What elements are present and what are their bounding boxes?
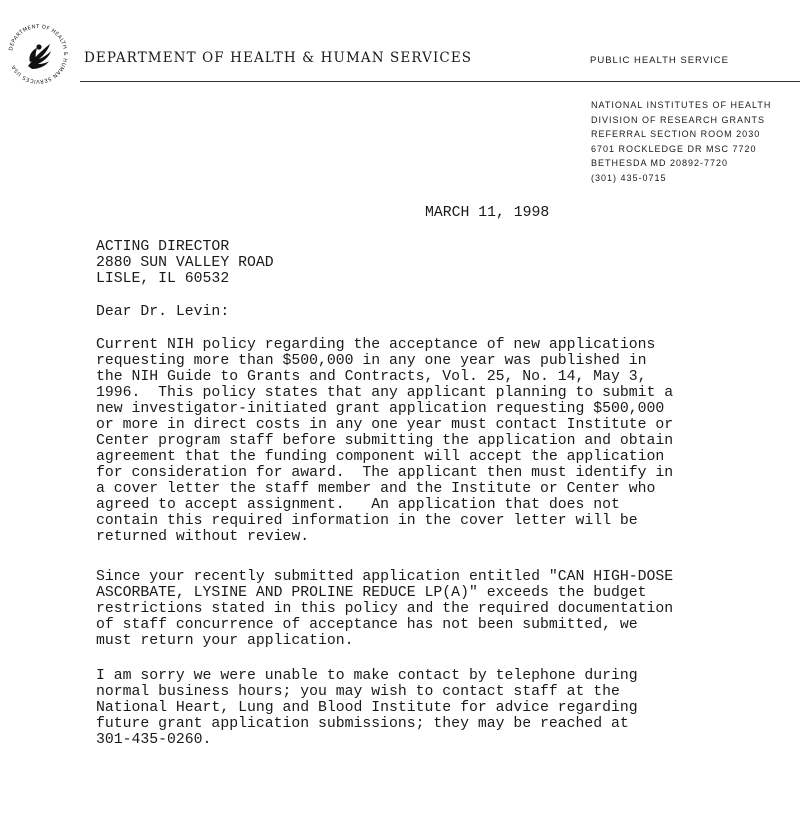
body-paragraph-3 bbox=[96, 668, 638, 748]
paragraph-line: agreed to accept assignment. An application that does not bbox=[96, 497, 620, 513]
department-name: DEPARTMENT OF HEALTH & HUMAN SERVICES bbox=[84, 50, 473, 66]
paragraph-line: Center program staff before submitting the application and obtain bbox=[96, 433, 674, 449]
paragraph-line: for consideration for award. The applicant then must identify in bbox=[96, 465, 674, 481]
svg-text:DEPARTMENT OF HEALTH & HUMAN S: DEPARTMENT OF HEALTH & HUMAN SERVICES USA bbox=[8, 23, 69, 85]
salutation: Dear Dr. Levin: bbox=[96, 304, 230, 320]
address-line: DIVISION OF RESEARCH GRANTS bbox=[591, 114, 766, 125]
body-paragraph-1 bbox=[96, 337, 673, 545]
paragraph-line: Current NIH policy regarding the acceptance of new applications bbox=[96, 337, 656, 353]
recipient-line: ACTING DIRECTOR bbox=[96, 239, 230, 255]
public-health-service: PUBLIC HEALTH SERVICE bbox=[590, 55, 729, 66]
paragraph-line: returned without review. bbox=[96, 529, 310, 545]
paragraph-line: National Heart, Lung and Blood Institute for advice regarding bbox=[96, 700, 638, 716]
address-line: (301) 435-0715 bbox=[591, 172, 667, 183]
letter-date: MARCH 11, 1998 bbox=[425, 205, 550, 221]
paragraph-line: ASCORBATE, LYSINE AND PROLINE REDUCE LP(A)" exceeds the budget bbox=[96, 585, 647, 601]
paragraph-line: 301-435-0260. bbox=[96, 732, 212, 748]
address-line: 6701 ROCKLEDGE DR MSC 7720 bbox=[591, 143, 757, 154]
recipient-line: LISLE, IL 60532 bbox=[96, 271, 230, 287]
sender-address bbox=[591, 98, 771, 185]
recipient-address bbox=[96, 239, 274, 287]
paragraph-line: requesting more than $500,000 in any one year was published in bbox=[96, 353, 647, 369]
paragraph-line: of staff concurrence of acceptance has not been submitted, we bbox=[96, 617, 638, 633]
address-line: NATIONAL INSTITUTES OF HEALTH bbox=[591, 100, 772, 110]
paragraph-line: 1996. This policy states that any applicant planning to submit a bbox=[96, 385, 674, 401]
letterhead-divider bbox=[80, 81, 800, 82]
recipient-line: 2880 SUN VALLEY ROAD bbox=[96, 255, 274, 271]
hhs-seal-logo bbox=[6, 22, 70, 86]
paragraph-line: Since your recently submitted application entitled "CAN HIGH-DOSE bbox=[96, 569, 674, 585]
paragraph-line: agreement that the funding component will accept the application bbox=[96, 449, 665, 465]
address-line: REFERRAL SECTION ROOM 2030 bbox=[591, 129, 761, 139]
paragraph-line: new investigator-initiated grant application requesting $500,000 bbox=[96, 401, 665, 417]
paragraph-line: a cover letter the staff member and the Institute or Center who bbox=[96, 481, 656, 497]
paragraph-line: restrictions stated in this policy and the required documentation bbox=[96, 601, 674, 617]
paragraph-line: contain this required information in the cover letter will be bbox=[96, 513, 638, 529]
paragraph-line: the NIH Guide to Grants and Contracts, Vol. 25, No. 14, May 3, bbox=[96, 369, 647, 385]
body-paragraph-2 bbox=[96, 569, 673, 649]
paragraph-line: future grant application submissions; they may be reached at bbox=[96, 716, 629, 732]
address-line: BETHESDA MD 20892-7720 bbox=[591, 158, 729, 168]
paragraph-line: must return your application. bbox=[96, 633, 354, 649]
paragraph-line: normal business hours; you may wish to contact staff at the bbox=[96, 684, 620, 700]
paragraph-line: I am sorry we were unable to make contact by telephone during bbox=[96, 668, 638, 684]
paragraph-line: or more in direct costs in any one year must contact Institute or bbox=[96, 417, 674, 433]
